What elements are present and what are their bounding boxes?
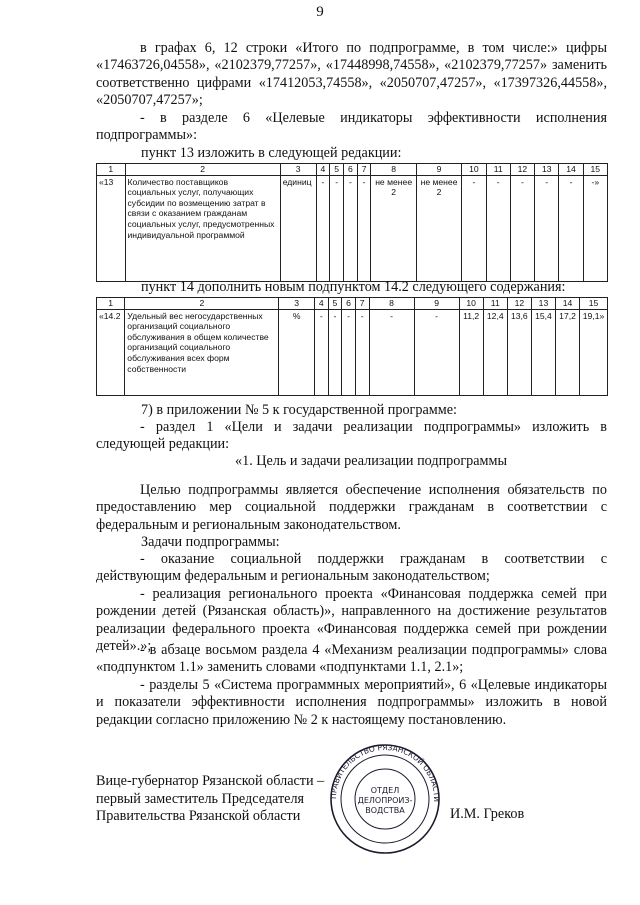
paragraph-replace-figures: в графах 6, 12 строки «Итого по подпрограмме, в том числе:» цифры «17463726,04558», «2102379,77257», «17448998,74558», «2102379,77257» заменить соответственно цифрами «17412053,74558», «2050707,47257», «17397326,44558», «2050707,47257»; bbox=[96, 40, 607, 109]
table-cell: - bbox=[462, 175, 486, 281]
table-row bbox=[97, 309, 608, 395]
signatory-name: И.М. Греков bbox=[450, 806, 525, 822]
table-header-cell: 10 bbox=[462, 164, 486, 176]
paragraph-sections-5-6: - разделы 5 «Система программных мероприятий», 6 «Целевые индикаторы и показатели эффективности исполнения подпрограммы» изложить в новой редакции согласно приложению № 2 к настоящему постановлению. bbox=[96, 677, 607, 728]
table-header-cell: 14 bbox=[556, 298, 580, 310]
table-header-cell: 9 bbox=[414, 298, 459, 310]
table-header-cell: 11 bbox=[483, 298, 507, 310]
table-cell: - bbox=[342, 309, 356, 395]
table-cell: 15,4 bbox=[531, 309, 555, 395]
signature-title-line: Вице-губернатор Рязанской области – bbox=[96, 773, 325, 789]
table-cell: не менее 2 bbox=[416, 175, 461, 281]
paragraph-section-1: - раздел 1 «Цели и задачи реализации подпрограммы» изложить в следующей редакции: bbox=[96, 419, 607, 453]
table-cell: -» bbox=[583, 175, 607, 281]
table-header-cell: 13 bbox=[531, 298, 555, 310]
table-header-cell: 7 bbox=[357, 164, 371, 176]
indicator-table-14-2 bbox=[96, 297, 608, 396]
paragraph-item-14: пункт 14 дополнить новым подпунктом 14.2 следующего содержания: bbox=[141, 279, 566, 295]
seal-outer-text: ПРАВИТЕЛЬСТВО РЯЗАНСКОЙ ОБЛАСТИ bbox=[329, 743, 441, 803]
table-header-cell: 15 bbox=[583, 164, 607, 176]
table-header-cell: 6 bbox=[342, 298, 356, 310]
section-heading: «1. Цель и задачи реализации подпрограммы bbox=[235, 453, 508, 469]
table-cell: 12,4 bbox=[483, 309, 507, 395]
page-number: 9 bbox=[316, 4, 324, 20]
table-cell: «13 bbox=[97, 175, 126, 281]
seal-inner-line: ДЕЛОПРОИЗ- bbox=[357, 796, 413, 805]
table-header-cell: 3 bbox=[280, 164, 316, 176]
table-cell: - bbox=[369, 309, 414, 395]
table-cell: - bbox=[414, 309, 459, 395]
table-cell: - bbox=[486, 175, 510, 281]
table-header-cell: 12 bbox=[507, 298, 531, 310]
table-cell: не менее 2 bbox=[371, 175, 416, 281]
table-cell: - bbox=[355, 309, 369, 395]
paragraph-task-1: - оказание социальной поддержки гражданам в соответствии с действующим федеральным и региональным законодательством; bbox=[96, 551, 607, 585]
indicator-table-13 bbox=[96, 163, 608, 282]
table-cell: - bbox=[315, 309, 329, 395]
table-header-cell: 1 bbox=[97, 164, 126, 176]
table-cell: «14.2 bbox=[97, 309, 125, 395]
signature-title-line: Правительства Рязанской области bbox=[96, 808, 301, 825]
table-header-cell: 15 bbox=[580, 298, 608, 310]
table-cell: 19,1» bbox=[580, 309, 608, 395]
seal-inner-line: ВОДСТВА bbox=[365, 806, 405, 815]
paragraph-section-6: - в разделе 6 «Целевые индикаторы эффективности исполнения подпрограммы»: bbox=[96, 110, 607, 144]
table-cell: - bbox=[330, 175, 344, 281]
table-header-cell: 10 bbox=[459, 298, 483, 310]
table-header-cell: 1 bbox=[97, 298, 125, 310]
paragraph-appendix-5: 7) в приложении № 5 к государственной программе: bbox=[141, 402, 457, 418]
table-header-cell: 2 bbox=[125, 298, 279, 310]
paragraph-goal: Целью подпрограммы является обеспечение исполнения обязательств по предоставлению мер социальной поддержки гражданам в соответствии с федеральным и региональным законодательством. bbox=[96, 482, 607, 533]
table-row bbox=[97, 175, 608, 281]
table-cell: - bbox=[328, 309, 342, 395]
table-cell: 11,2 bbox=[459, 309, 483, 395]
table-cell: - bbox=[357, 175, 371, 281]
table-header-cell: 3 bbox=[279, 298, 315, 310]
table-header-row bbox=[97, 298, 608, 310]
table-header-cell: 2 bbox=[125, 164, 280, 176]
paragraph-item-13: пункт 13 изложить в следующей редакции: bbox=[141, 145, 402, 161]
signature-title-line: первый заместитель Председателя bbox=[96, 790, 305, 807]
table-cell: - bbox=[316, 175, 330, 281]
table-header-cell: 8 bbox=[371, 164, 416, 176]
table-cell: единиц bbox=[280, 175, 316, 281]
table-header-row bbox=[97, 164, 608, 176]
table-header-cell: 9 bbox=[416, 164, 461, 176]
table-cell: - bbox=[559, 175, 583, 281]
table-header-cell: 6 bbox=[344, 164, 358, 176]
table-cell: - bbox=[535, 175, 559, 281]
table-header-cell: 12 bbox=[510, 164, 534, 176]
table-header-cell: 14 bbox=[559, 164, 583, 176]
signature-block bbox=[96, 773, 324, 826]
seal-inner-line: ОТДЕЛ bbox=[370, 786, 400, 795]
table-header-cell: 7 bbox=[355, 298, 369, 310]
paragraph-section-4: - в абзаце восьмом раздела 4 «Механизм реализации подпрограммы» слова «подпунктом 1.1» заменить словами «подпунктами 1.1, 2.1»; bbox=[96, 642, 607, 676]
table-cell: - bbox=[510, 175, 534, 281]
table-cell: - bbox=[344, 175, 358, 281]
table-cell: 13,6 bbox=[507, 309, 531, 395]
table-cell: Удельный вес негосударственных организаций социального обслуживания в общем количестве организаций социального обслуживания всех форм собственности bbox=[125, 309, 279, 395]
table-header-cell: 4 bbox=[315, 298, 329, 310]
table-cell: % bbox=[279, 309, 315, 395]
paragraph-task-2: - реализация регионального проекта «Финансовая поддержка семей при рождении детей (Рязанская область)», направленного на достижение результатов реализации федерального проекта «Финансовая поддержка семей при рождении детей».»; bbox=[96, 586, 607, 655]
table-header-cell: 11 bbox=[486, 164, 510, 176]
table-cell: Количество поставщиков социальных услуг, получающих субсидии по возмещению затрат в связи с оказанием гражданам социальных услуг, предусмотренных индивидуальной программой bbox=[125, 175, 280, 281]
paragraph-tasks-title: Задачи подпрограммы: bbox=[141, 534, 280, 550]
table-header-cell: 5 bbox=[328, 298, 342, 310]
table-header-cell: 8 bbox=[369, 298, 414, 310]
table-header-cell: 4 bbox=[316, 164, 330, 176]
table-header-cell: 5 bbox=[330, 164, 344, 176]
table-cell: 17,2 bbox=[556, 309, 580, 395]
table-header-cell: 13 bbox=[535, 164, 559, 176]
official-seal bbox=[329, 743, 441, 855]
